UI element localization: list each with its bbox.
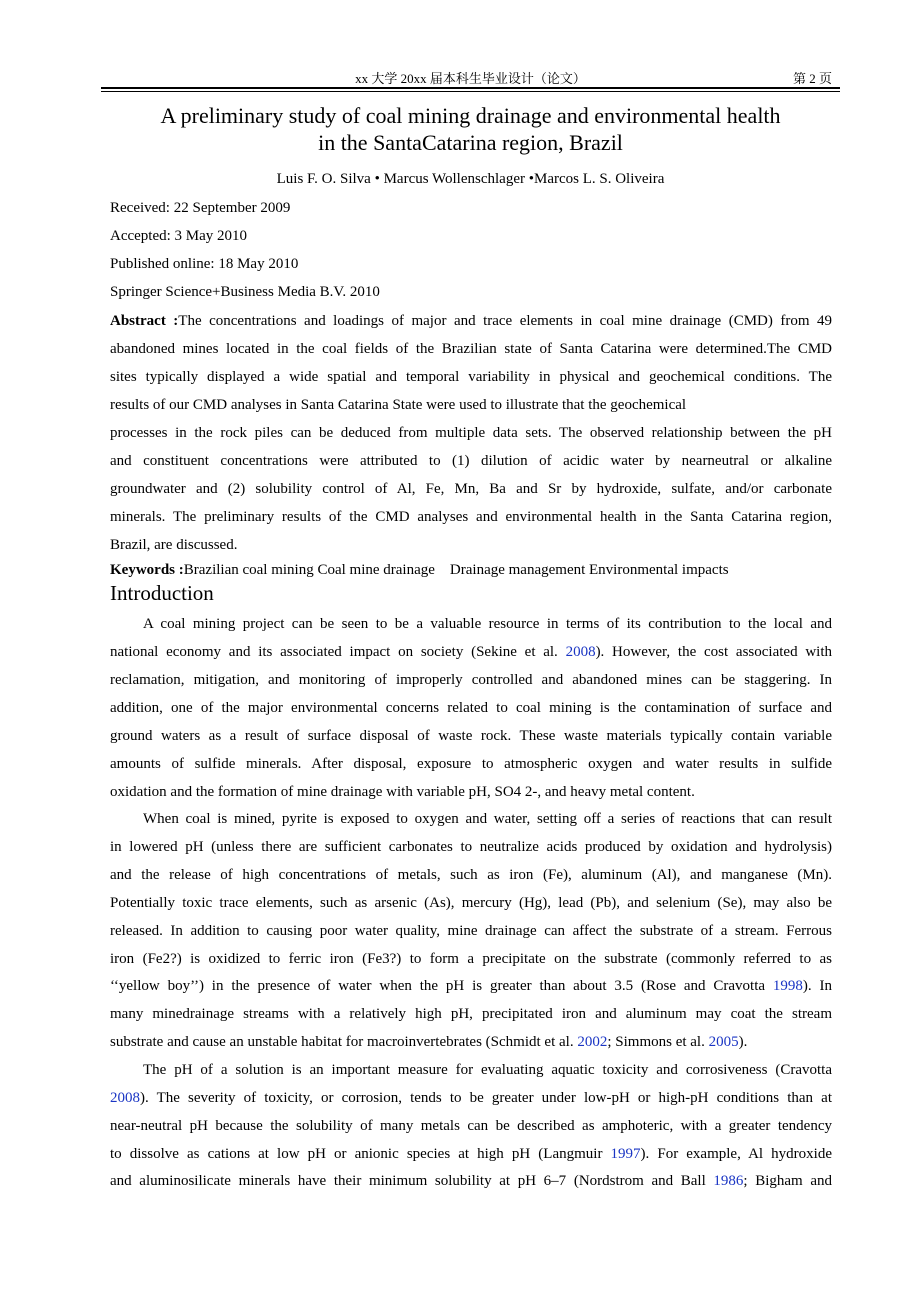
body-line: The pH of a solution is an important measure for evaluating aquatic toxicity and corrosiveness (Cravotta xyxy=(143,1062,832,1078)
citation-link[interactable]: 1998 xyxy=(772,978,803,994)
title-line: A preliminary study of coal mining drainage and environmental health xyxy=(160,103,781,128)
citation-link[interactable]: 2005 xyxy=(708,1034,739,1050)
body-line: ‘‘yellow boy’’) in the presence of water when the pH is greater than about 3.5 (Rose and Cravotta 1998). In xyxy=(110,978,832,994)
body-line: reclamation, mitigation, and monitoring of improperly controlled and abandoned mines can be staggering. In xyxy=(110,672,832,688)
body-line: addition, one of the major environmental concerns related to coal mining is the contamination of surface and xyxy=(110,700,832,716)
keywords-line: Keywords :Brazilian coal mining Coal mine drainage Drainage management Environmental impacts xyxy=(110,562,729,578)
abstract-line: Abstract :The concentrations and loadings of major and trace elements in coal mine drainage (CMD) from 49 xyxy=(110,313,832,329)
citation-link[interactable]: 2008 xyxy=(565,644,596,660)
abstract-line: groundwater and (2) solubility control of Al, Fe, Mn, Ba and Sr by hydroxide, sulfate, and/or carbonate xyxy=(110,481,832,497)
body-line: in lowered pH (unless there are sufficient carbonates to neutralize acids produced by oxidation and hydrolysis) xyxy=(110,839,832,855)
abstract-line: minerals. The preliminary results of the CMD analyses and environmental health in the Santa Catarina region, xyxy=(110,509,832,525)
abstract-line: processes in the rock piles can be deduced from multiple data sets. The observed relationship between the pH xyxy=(110,425,832,441)
citation-link[interactable]: 2002 xyxy=(577,1034,608,1050)
body-line: near-neutral pH because the solubility of many metals can be described as amphoteric, with a greater tendency xyxy=(110,1118,832,1134)
body-line: Potentially toxic trace elements, such as arsenic (As), mercury (Hg), lead (Pb), and selenium (Se), may also be xyxy=(110,895,832,911)
header-rule-thin xyxy=(101,91,840,92)
keywords-label: Keywords : xyxy=(110,562,184,578)
body-line: ground waters as a result of surface disposal of waste rock. These waste materials typically contain variable xyxy=(110,728,832,744)
abstract-line: sites typically displayed a wide spatial and temporal variability in physical and geochemical conditions. The xyxy=(110,369,832,385)
section-heading: Introduction xyxy=(110,581,214,605)
received-date: Received: 22 September 2009 xyxy=(110,200,291,216)
body-line: to dissolve as cations at low pH or anionic species at high pH (Langmuir 1997). For example, Al hydroxide xyxy=(110,1146,832,1162)
body-line: and the release of high concentrations of metals, such as iron (Fe), aluminum (Al), and manganese (Mn). xyxy=(110,867,832,883)
body-line: When coal is mined, pyrite is exposed to oxygen and water, setting off a series of reactions that can result xyxy=(143,811,832,827)
abstract-line: Brazil, are discussed. xyxy=(110,537,238,553)
published-date: Published online: 18 May 2010 xyxy=(110,256,299,272)
accepted-date: Accepted: 3 May 2010 xyxy=(110,228,248,244)
body-line: national economy and its associated impact on society (Sekine et al. 2008). However, the cost associated with xyxy=(110,644,832,660)
citation-link[interactable]: 1997 xyxy=(610,1146,641,1162)
header-rule-thick xyxy=(101,87,840,89)
abstract-line: abandoned mines located in the coal fields of the Brazilian state of Santa Catarina were determined.The CMD xyxy=(110,341,832,357)
body-line: 2008). The severity of toxicity, or corrosion, tends to be greater under low-pH or high-pH conditions than at xyxy=(110,1090,832,1106)
author-list: Luis F. O. Silva • Marcus Wollenschlager •Marcos L. S. Oliveira xyxy=(276,171,665,187)
body-line: A coal mining project can be seen to be a valuable resource in terms of its contribution to the local and xyxy=(143,616,832,632)
abstract-line: results of our CMD analyses in Santa Catarina State were used to illustrate that the geochemical xyxy=(110,397,687,413)
title-line: in the SantaCatarina region, Brazil xyxy=(318,130,623,155)
abstract-line: and constituent concentrations were attributed to (1) dilution of acidic water by nearneutral or alkaline xyxy=(110,453,832,469)
page-header xyxy=(101,66,840,86)
body-line: oxidation and the formation of mine drainage with variable pH, SO4 2-, and heavy metal content. xyxy=(110,784,695,800)
citation-link[interactable]: 1986 xyxy=(713,1173,744,1189)
page-number: 第 2 页 xyxy=(792,71,832,86)
body-line: released. In addition to causing poor water quality, mine drainage can affect the substrate of a stream. Ferrous xyxy=(110,923,832,939)
body-line: many minedrainage streams with a relatively high pH, precipitated iron and aluminum may coat the stream xyxy=(110,1006,832,1022)
paper-title xyxy=(101,102,840,156)
header-title: xx 大学 20xx 届本科生毕业设计（论文） xyxy=(355,71,586,86)
body-line: substrate and cause an unstable habitat for macroinvertebrates (Schmidt et al. 2002; Simmons et al. 2005). xyxy=(110,1034,748,1050)
body-line: and aluminosilicate minerals have their minimum solubility at pH 6–7 (Nordstrom and Ball 1986; Bigham and xyxy=(110,1173,832,1189)
body-line: amounts of sulfide minerals. After disposal, exposure to atmospheric oxygen and water results in sulfide xyxy=(110,756,832,772)
publisher-line: Springer Science+Business Media B.V. 2010 xyxy=(110,284,380,300)
citation-link[interactable]: 2008 xyxy=(110,1090,140,1106)
body-line: iron (Fe2?) is oxidized to ferric iron (Fe3?) to form a precipitate on the substrate (commonly referred to as xyxy=(110,951,832,967)
abstract-label: Abstract : xyxy=(110,313,179,329)
